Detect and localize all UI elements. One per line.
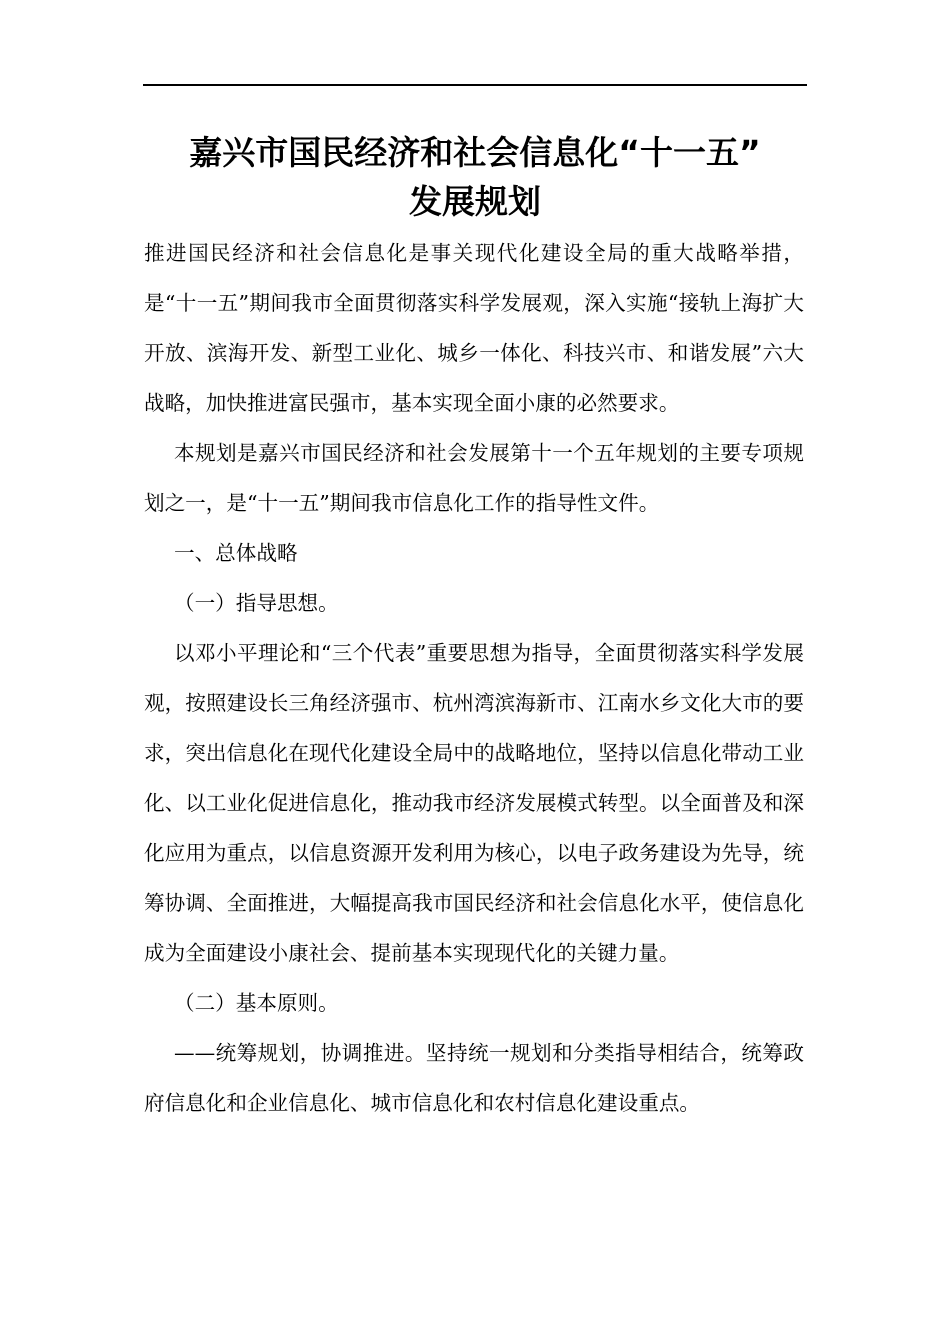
title-line-2: 发展规划 <box>409 182 541 221</box>
paragraph-guiding-thought: 以邓小平理论和“三个代表”重要思想为指导，全面贯彻落实科学发展观，按照建设长三角经济强市、杭州湾滨海新市、江南水乡文化大市的要求，突出信息化在现代化建设全局中的战略地位，坚持以信息化带动工业化、以工业化促进信息化，推动我市经济发展模式转型。以全面普及和深化应用为重点，以信息资源开发利用为核心，以电子政务建设为先导，统筹协调、全面推进，大幅提高我市国民经济和社会信息化水平，使信息化成为全面建设小康社会、提前基本实现现代化的关键力量。 <box>144 641 804 965</box>
document-body <box>144 228 804 1128</box>
section-heading-1: 一、总体战略 <box>174 541 298 565</box>
paragraph-intro: 推进国民经济和社会信息化是事关现代化建设全局的重大战略举措，是“十一五”期间我市全面贯彻落实科学发展观，深入实施“接轨上海扩大开放、滨海开发、新型工业化、城乡一体化、科技兴市、和谐发展”六大战略，加快推进富民强市，基本实现全面小康的必然要求。 <box>144 241 804 415</box>
header-rule <box>143 84 807 86</box>
paragraph-principle-1: ——统筹规划，协调推进。坚持统一规划和分类指导相结合，统筹政府信息化和企业信息化、城市信息化和农村信息化建设重点。 <box>144 1041 804 1115</box>
subsection-heading-2: （二）基本原则。 <box>174 991 339 1015</box>
document-title <box>143 128 807 226</box>
title-line-1: 嘉兴市国民经济和社会信息化“十一五” <box>189 133 761 172</box>
subsection-heading-1: （一）指导思想。 <box>174 591 339 615</box>
paragraph-scope: 本规划是嘉兴市国民经济和社会发展第十一个五年规划的主要专项规划之一，是“十一五”期间我市信息化工作的指导性文件。 <box>144 441 804 515</box>
